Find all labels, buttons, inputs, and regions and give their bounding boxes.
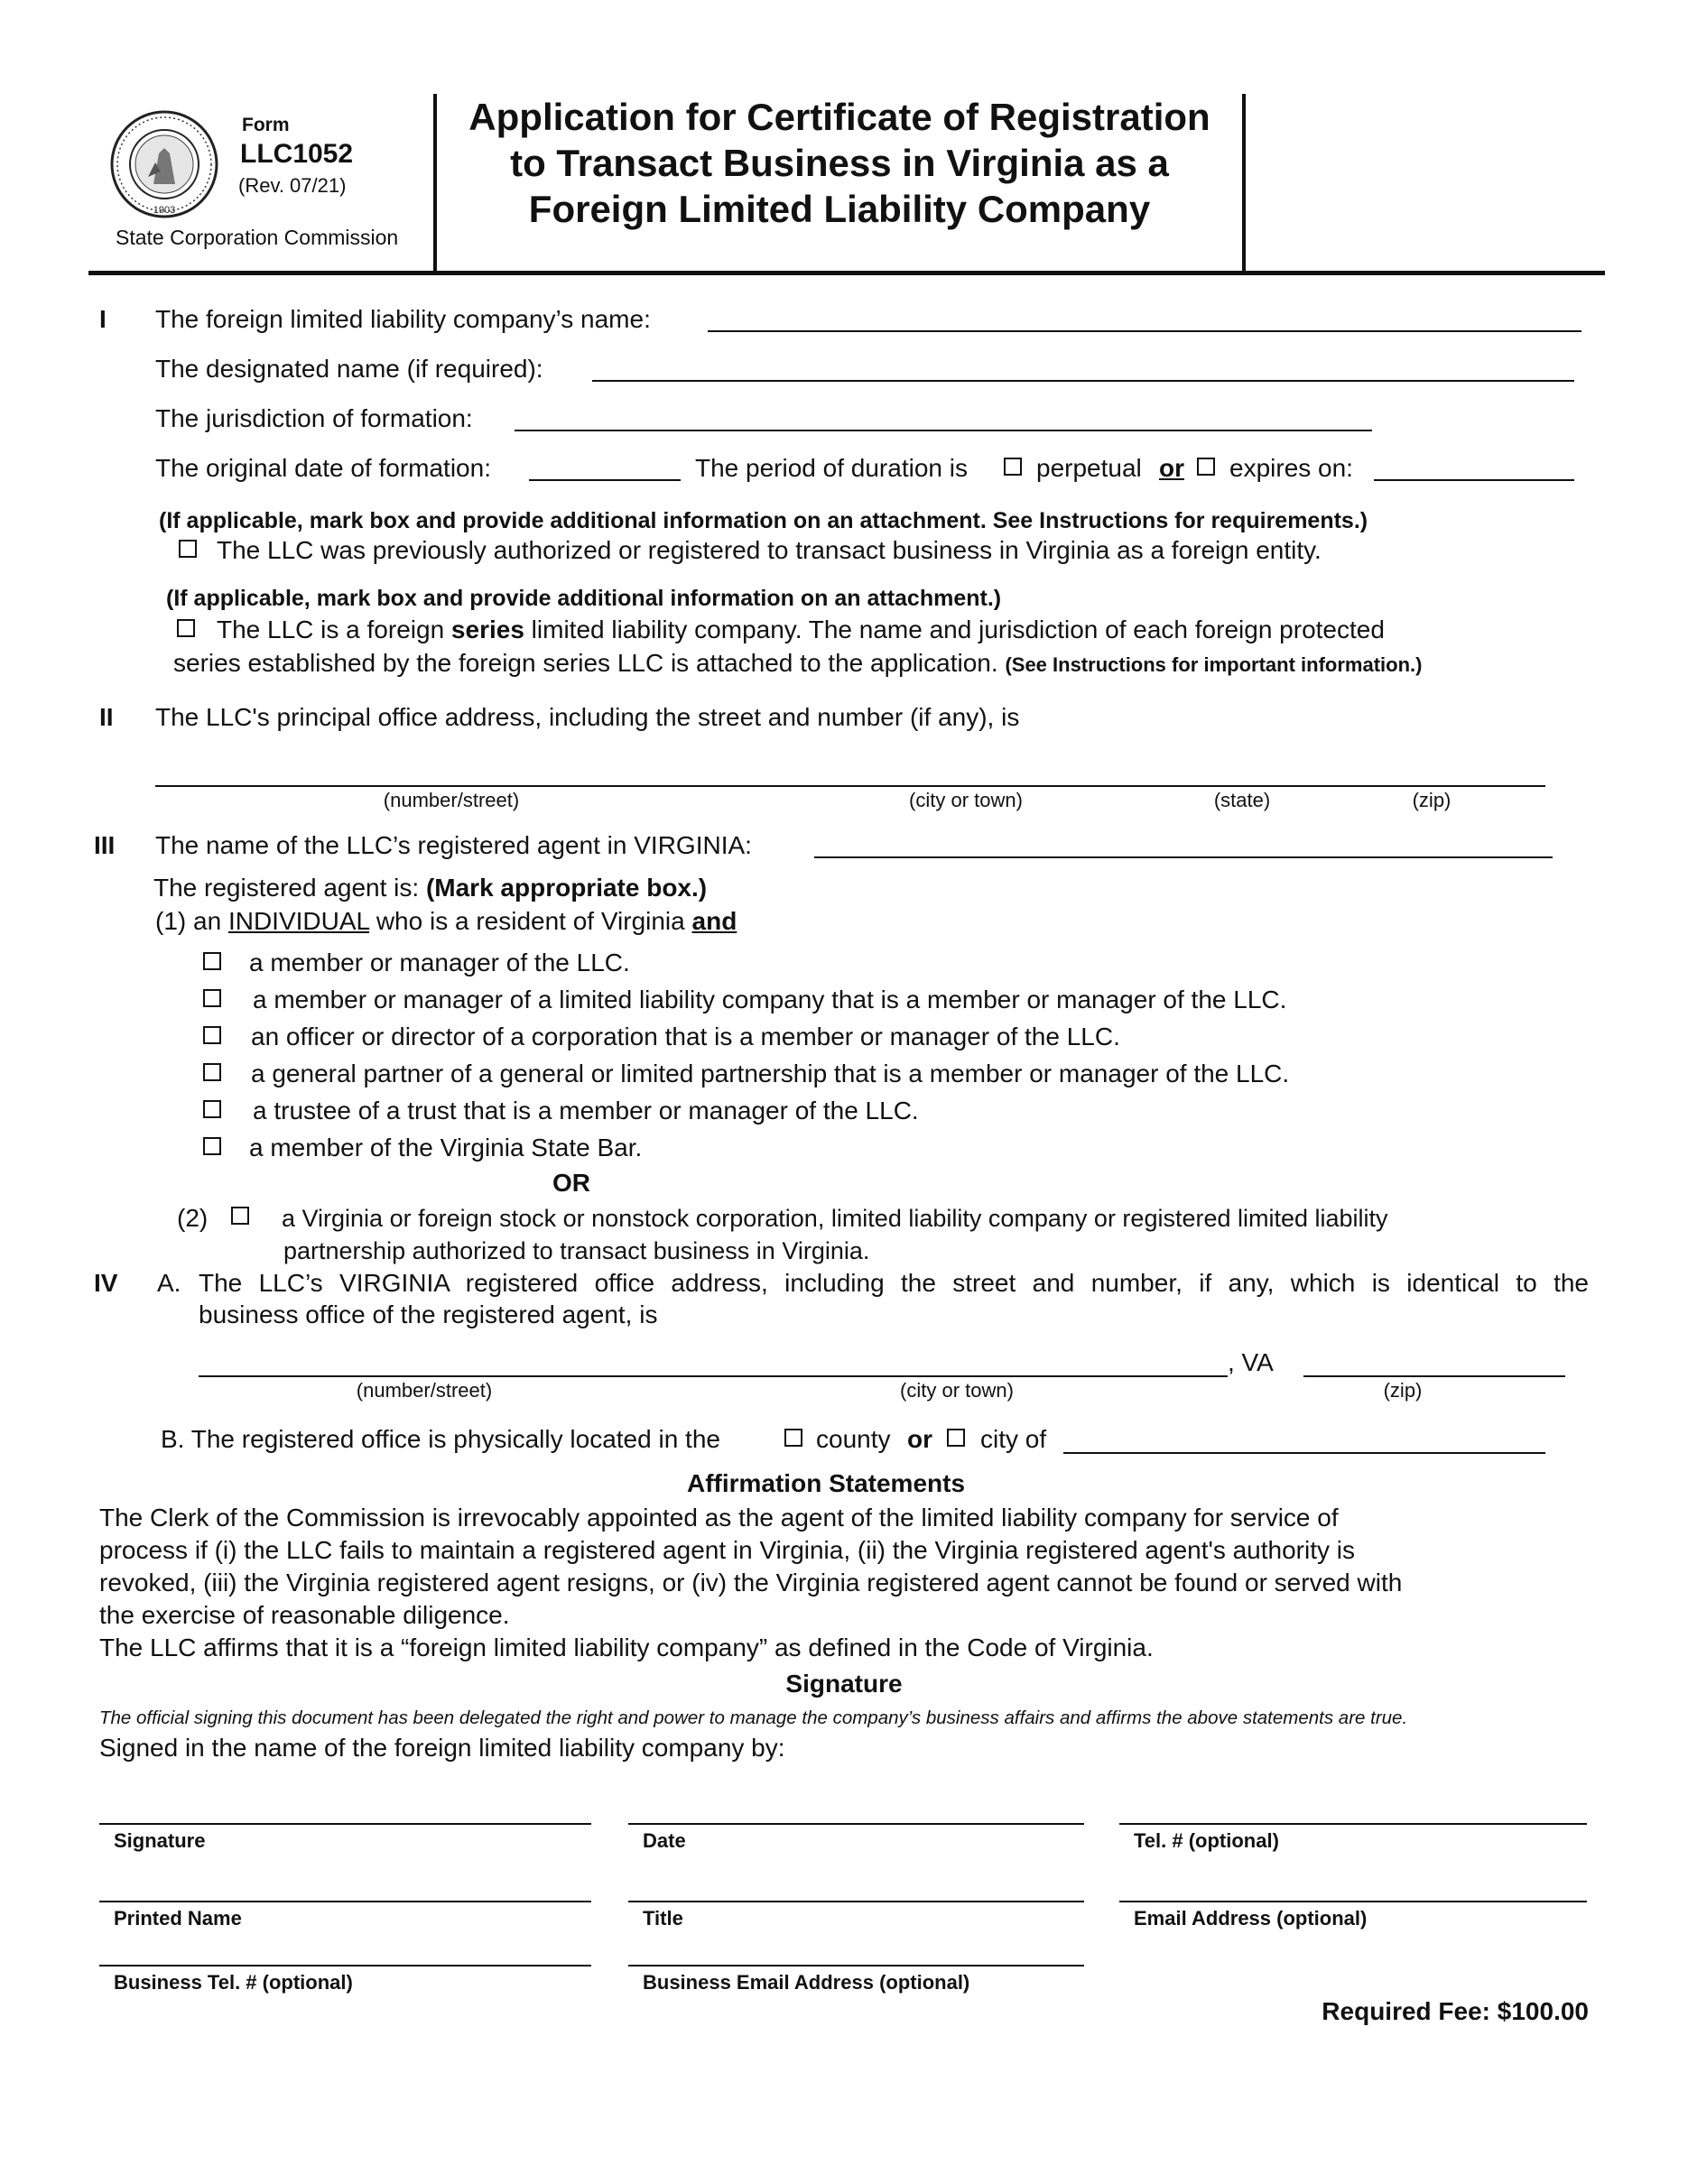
virginia-seal-icon <box>108 108 220 220</box>
section-numeral-1: I <box>99 305 107 333</box>
series-llc-line-2 <box>173 648 1422 680</box>
llc-name-field[interactable] <box>708 330 1581 332</box>
city-checkbox[interactable] <box>947 1429 965 1447</box>
series-llc-line-2-text: series established by the foreign series LLC is attached to the application. <box>173 649 998 677</box>
individual-suffix: who is a resident of Virginia <box>376 907 685 935</box>
caption-va-city-town: (city or town) <box>900 1379 1014 1402</box>
option-2-number: (2) <box>177 1204 209 1232</box>
series-llc-line-1 <box>217 615 1385 645</box>
business-email-field[interactable] <box>628 1965 1084 1967</box>
option-2-line-2: partnership authorized to transact business in Virginia. <box>283 1237 870 1264</box>
business-email-label: Business Email Address (optional) <box>643 1971 970 1994</box>
printed-name-label: Printed Name <box>114 1907 242 1930</box>
choice-checkbox-4[interactable] <box>203 1063 221 1081</box>
form-revision: (Rev. 07/21) <box>238 174 347 197</box>
title-line-1: Application for Certificate of Registration <box>468 96 1210 138</box>
caption-state: (state) <box>1213 789 1271 811</box>
section-numeral-2: II <box>99 703 114 731</box>
required-fee: Required Fee: $100.00 <box>1322 1997 1589 2025</box>
part-b-text: B. The registered office is physically located in the <box>161 1425 720 1453</box>
choice-label-1: a member or manager of the LLC. <box>249 949 630 976</box>
county-checkbox[interactable] <box>784 1429 802 1447</box>
series-llc-text-b: series <box>450 615 524 643</box>
agent-is-label: The registered agent is: <box>153 874 420 902</box>
choice-checkbox-5[interactable] <box>203 1100 221 1118</box>
form-title <box>437 94 1242 232</box>
expires-date-field[interactable] <box>1374 479 1574 481</box>
svg-text:1903: 1903 <box>153 205 176 216</box>
signature-heading: Signature <box>785 1670 903 1698</box>
title-line-2: to Transact Business in Virginia as a <box>510 142 1169 184</box>
registered-office-zip-field[interactable] <box>1303 1375 1565 1377</box>
form-number: LLC1052 <box>240 139 354 169</box>
affirmation-line: process if (i) the LLC fails to maintain a registered agent in Virginia, (ii) the Virginia registered agent's authority is <box>99 1536 1356 1564</box>
business-tel-label: Business Tel. # (optional) <box>114 1971 353 1994</box>
date-label: Date <box>643 1829 686 1852</box>
caption-city-town: (city or town) <box>909 789 1023 811</box>
choice-checkbox-1[interactable] <box>203 952 221 970</box>
individual-keyword: INDIVIDUAL <box>227 907 370 935</box>
choice-label-5: a trustee of a trust that is a member or manager of the LLC. <box>253 1097 919 1124</box>
expires-checkbox[interactable] <box>1197 458 1215 476</box>
perpetual-checkbox[interactable] <box>1004 458 1022 476</box>
caption-zip: (zip) <box>1412 789 1451 811</box>
form-prefix: Form <box>242 115 290 135</box>
header-divider-right <box>1242 94 1246 273</box>
email-label: Email Address (optional) <box>1134 1907 1368 1930</box>
registered-office-line-2: business office of the registered agent, is <box>199 1300 658 1328</box>
individual-option <box>155 906 737 937</box>
email-field[interactable] <box>1119 1901 1587 1902</box>
perpetual-label: perpetual <box>1036 454 1142 482</box>
formation-date-field[interactable] <box>529 479 681 481</box>
choice-label-6: a member of the Virginia State Bar. <box>249 1134 643 1161</box>
designated-name-field[interactable] <box>592 380 1574 382</box>
agency-name: State Corporation Commission <box>116 226 399 249</box>
designated-name-label: The designated name (if required): <box>155 355 543 383</box>
principal-office-address-field[interactable] <box>155 785 1545 787</box>
printed-name-field[interactable] <box>99 1901 591 1902</box>
title-field[interactable] <box>628 1901 1084 1902</box>
signature-delegation-note: The official signing this document has been delegated the right and power to manage the company’s business affairs and affirms the above statements are true. <box>99 1707 1408 1728</box>
affirmation-line: The Clerk of the Commission is irrevocably appointed as the agent of the limited liability company for service of <box>99 1504 1339 1532</box>
date-field[interactable] <box>628 1823 1084 1825</box>
affirmation-line: The LLC affirms that it is a “foreign limited liability company” as defined in the Code of Virginia. <box>99 1633 1154 1661</box>
choice-checkbox-3[interactable] <box>203 1026 221 1044</box>
registered-agent-label: The name of the LLC’s registered agent in VIRGINIA: <box>155 831 752 859</box>
registered-office-line-1: The LLC’s VIRGINIA registered office address, including the street and number, if any, which is identical to the <box>199 1269 1589 1297</box>
choice-checkbox-6[interactable] <box>203 1137 221 1155</box>
registered-agent-name-field[interactable] <box>814 856 1553 858</box>
duration-label: The period of duration is <box>695 454 968 482</box>
attachment-note-2: (If applicable, mark box and provide additional information on an attachment.) <box>166 586 1002 611</box>
affirmation-heading: Affirmation Statements <box>686 1469 966 1497</box>
mark-box-instruction: (Mark appropriate box.) <box>425 874 708 902</box>
title-label: Title <box>643 1907 683 1930</box>
tel-label: Tel. # (optional) <box>1134 1829 1279 1852</box>
caption-va-number-street: (number/street) <box>356 1379 493 1402</box>
option-2-checkbox[interactable] <box>231 1207 249 1225</box>
affirmation-body <box>99 1502 1402 1664</box>
principal-office-label: The LLC's principal office address, including the street and number (if any), is <box>155 703 1020 731</box>
previously-authorized-label: The LLC was previously authorized or registered to transact business in Virginia as a foreign entity. <box>217 536 1322 564</box>
series-llc-text-a: The LLC is a foreign <box>217 615 445 643</box>
caption-number-street: (number/street) <box>383 789 520 811</box>
series-llc-text-c: limited liability company. The name and jurisdiction of each foreign protected <box>531 615 1385 643</box>
signed-by-label: Signed in the name of the foreign limited liability company by: <box>99 1734 785 1762</box>
attachment-note-1: (If applicable, mark box and provide additional information on an attachment. See Instructions for requirements.) <box>159 508 1368 533</box>
city-of-label: city of <box>980 1425 1047 1453</box>
section-numeral-3: III <box>94 831 116 859</box>
title-line-3: Foreign Limited Liability Company <box>528 188 1151 230</box>
tel-field[interactable] <box>1119 1823 1587 1825</box>
business-tel-field[interactable] <box>99 1965 591 1967</box>
header-bottom-rule <box>88 271 1605 275</box>
duration-or: or <box>1159 454 1184 482</box>
individual-prefix: (1) an <box>155 907 222 935</box>
part-a-label: A. <box>157 1269 181 1297</box>
caption-va-zip: (zip) <box>1383 1379 1423 1402</box>
jurisdiction-label: The jurisdiction of formation: <box>155 404 473 432</box>
va-label: , VA <box>1228 1348 1274 1376</box>
agent-is-line <box>153 873 707 903</box>
registered-office-address-field[interactable] <box>199 1375 1228 1377</box>
previously-authorized-checkbox[interactable] <box>179 540 197 558</box>
individual-and: and <box>691 907 737 935</box>
county-label: county <box>816 1425 891 1453</box>
jurisdiction-field[interactable] <box>515 430 1372 431</box>
section-numeral-4: IV <box>94 1269 118 1297</box>
choice-label-2: a member or manager of a limited liability company that is a member or manager of the LLC. <box>253 986 1287 1013</box>
choice-checkbox-2[interactable] <box>203 989 221 1007</box>
agent-or-separator: OR <box>552 1169 590 1197</box>
affirmation-line: revoked, (iii) the Virginia registered agent resigns, or (iv) the Virginia registered agent cannot be found or served with <box>99 1569 1403 1596</box>
expires-label: expires on: <box>1229 454 1353 482</box>
affirmation-line: the exercise of reasonable diligence. <box>99 1601 510 1629</box>
llc-name-label: The foreign limited liability company’s name: <box>155 305 651 333</box>
series-llc-checkbox[interactable] <box>177 619 195 637</box>
option-2-line-1: a Virginia or foreign stock or nonstock corporation, limited liability company or registered limited liability <box>282 1205 1388 1232</box>
signature-field[interactable] <box>99 1823 591 1825</box>
county-city-or: or <box>907 1425 932 1453</box>
choice-label-4: a general partner of a general or limited partnership that is a member or manager of the LLC. <box>251 1060 1290 1087</box>
formation-date-label: The original date of formation: <box>155 454 491 482</box>
signature-label: Signature <box>114 1829 206 1852</box>
county-city-name-field[interactable] <box>1063 1452 1545 1454</box>
series-instructions-note: (See Instructions for important information.) <box>1005 653 1423 676</box>
choice-label-3: an officer or director of a corporation that is a member or manager of the LLC. <box>251 1023 1120 1050</box>
